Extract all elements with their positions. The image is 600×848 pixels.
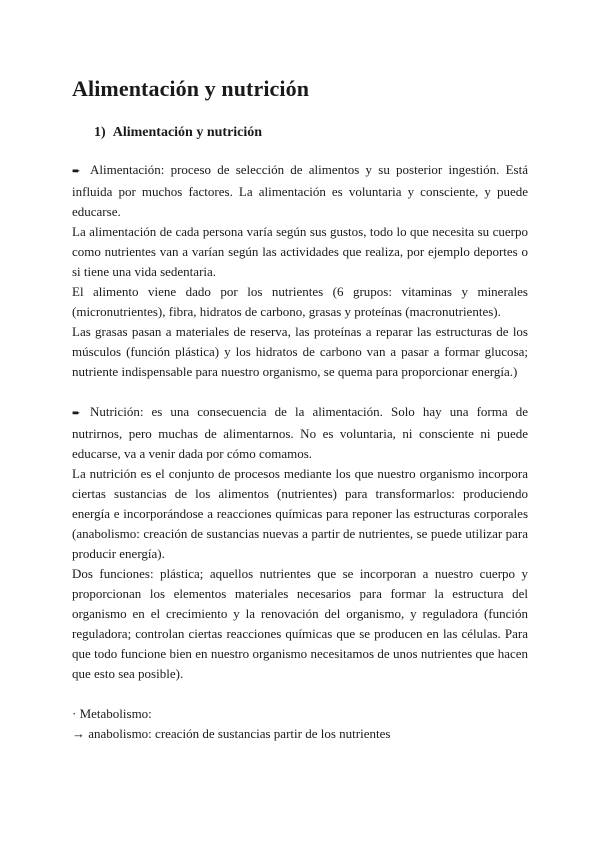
arrow-bullet-icon: ➨ xyxy=(72,408,81,419)
spacer xyxy=(72,382,528,402)
paragraph-nutricion-definition xyxy=(72,402,528,464)
spacer xyxy=(72,684,528,704)
metabolismo-heading: · Metabolismo: xyxy=(72,706,152,721)
section-heading-text: Alimentación y nutrición xyxy=(112,125,263,140)
block-nutricion xyxy=(72,402,528,684)
anabolismo-item: → anabolismo: creación de sustancias partir de los nutrientes xyxy=(72,726,391,741)
paragraph-nutricion-procesos: La nutrición es el conjunto de procesos mediante los que nuestro organismo incorpora ciertas sustancias de los alimentos (nutrientes) para transformarlos: produciendo energía e incorporándose a reacciones químicas para reponer las estructuras corporales (anabolismo: creación de sustancias nuevas a partir de nutrientes, se puede utilizar para producir energía). xyxy=(72,466,528,561)
paragraph-alimentacion-definition xyxy=(72,160,528,222)
paragraph-text: Alimentación: proceso de selección de alimentos y su posterior ingestión. Está influida por muchos factores. La alimentación es voluntaria y consciente, y puede educarse. xyxy=(72,162,528,219)
arrow-bullet-icon: ➨ xyxy=(72,166,81,177)
paragraph-alimento-nutrientes: El alimento viene dado por los nutrientes (6 grupos: vitaminas y minerales (micronutrientes), fibra, hidratos de carbono, grasas y proteínas (macronutrientes). xyxy=(72,284,528,319)
block-metabolismo xyxy=(72,704,528,744)
paragraph-grasas-proteinas: Las grasas pasan a materiales de reserva, las proteínas a reparar las estructuras de los músculos (función plástica) y los hidratos de carbono van a pasar a formar glucosa; nutriente indispensable para nuestro organismo, se quema para proporcionar energía.) xyxy=(72,324,528,379)
block-alimentacion xyxy=(72,160,528,382)
paragraph-alimentacion-variation: La alimentación de cada persona varía según sus gustos, todo lo que necesita su cuerpo como nutrientes van a varían según las actividades que realiza, por ejemplo deportes o si tiene una vida sedentaria. xyxy=(72,224,528,279)
paragraph-text: Nutrición: es una consecuencia de la alimentación. Solo hay una forma de nutrirnos, pero muchas de alimentarnos. No es voluntaria, ni consciente ni puede educarse, va a venir dada por cómo comamos. xyxy=(72,404,528,461)
document-title: Alimentación y nutrición xyxy=(72,76,310,101)
paragraph-dos-funciones: Dos funciones: plástica; aquellos nutrientes que se incorporan a nuestro cuerpo y proporcionan los elementos materiales necesarios para formar la estructura del organismo en el crecimiento y la renovación del organismo, y reguladora (función reguladora; controlan ciertas reacciones químicas que se producen en las células. Para que todo funcione bien en nuestro organismo necesitamos de unos nutrientes que hacen que esto sea posible). xyxy=(72,566,528,681)
section-heading xyxy=(94,124,528,142)
section-number: 1) xyxy=(94,125,106,140)
